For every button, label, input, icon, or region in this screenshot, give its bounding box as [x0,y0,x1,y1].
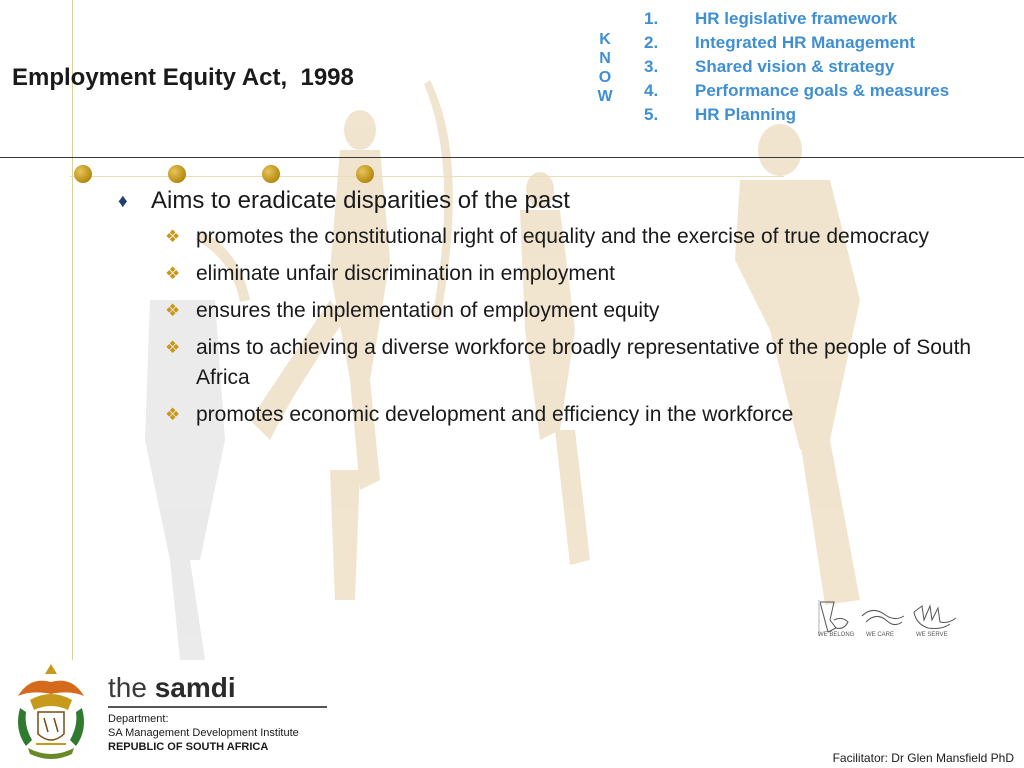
four-diamond-bullet-icon: ❖ [165,264,181,283]
framework-number: 3. [644,57,659,76]
know-letter: K [599,31,611,48]
samdi-name: samdi [154,672,236,703]
framework-label: Shared vision & strategy [695,57,895,76]
framework-number: 1. [644,9,659,28]
framework-label: Integrated HR Management [695,33,916,52]
framework-item [644,31,949,55]
framework-label: HR Planning [695,105,797,124]
values-label: WE SERVE [916,632,948,638]
samdi-logo [108,672,236,704]
department-line: Department: [108,713,169,725]
facilitator-credit: Facilitator: Dr Glen Mansfield PhD [832,751,1014,765]
values-label: WE CARE [866,632,895,638]
main-bullet [118,186,978,216]
framework-item [644,7,949,31]
framework-number: 5. [644,105,659,124]
sub-bullet-text: ensures the implementation of employment equity [196,299,660,322]
four-diamond-bullet-icon: ❖ [165,338,181,357]
sub-bullet [118,259,978,289]
main-bullet-text: Aims to eradicate disparities of the past [151,187,570,214]
slide-content [118,186,978,437]
know-letter: O [598,69,612,86]
gold-dot-decoration [262,165,280,183]
sub-bullet-text: eliminate unfair discrimination in employment [196,262,616,285]
vertical-rule [72,0,73,660]
sub-bullet-text: promotes economic development and efficiency in the workforce [196,403,794,426]
framework-number: 2. [644,33,659,52]
department-line: SA Management Development Institute [108,727,299,739]
know-letter: N [599,50,611,67]
framework-item [644,103,949,127]
sub-bullet-list [118,222,978,430]
sub-bullet [118,222,978,252]
framework-list [644,7,949,127]
values-label: WE BELONG [818,632,855,638]
title-divider [0,157,1024,158]
framework-label: HR legislative framework [695,9,898,28]
gold-dot-decoration [74,165,92,183]
framework-item [644,55,949,79]
department-block [108,712,299,754]
know-letter: W [597,88,613,105]
sub-bullet [118,333,978,393]
south-africa-coat-of-arms-icon [10,660,92,764]
framework-number: 4. [644,81,659,100]
diamond-bullet-icon: ♦ [118,191,128,212]
gold-dot-decoration [356,165,374,183]
sub-bullet [118,400,978,430]
republic-label: REPUBLIC OF SOUTH AFRICA [108,741,269,753]
samdi-rule [108,706,327,708]
four-diamond-bullet-icon: ❖ [165,227,181,246]
four-diamond-bullet-icon: ❖ [165,301,181,320]
framework-label: Performance goals & measures [695,81,950,100]
slide-title: Employment Equity Act, 1998 [12,64,354,91]
know-vertical-label [592,30,618,106]
sub-bullet-text: promotes the constitutional right of equality and the exercise of true democracy [196,225,930,248]
four-diamond-bullet-icon: ❖ [165,405,181,424]
samdi-prefix: the [108,672,147,703]
framework-item [644,79,949,103]
sub-bullet [118,296,978,326]
gold-dot-decoration [168,165,186,183]
sub-bullet-text: aims to achieving a diverse workforce broadly representative of the people of South Africa [196,336,972,389]
